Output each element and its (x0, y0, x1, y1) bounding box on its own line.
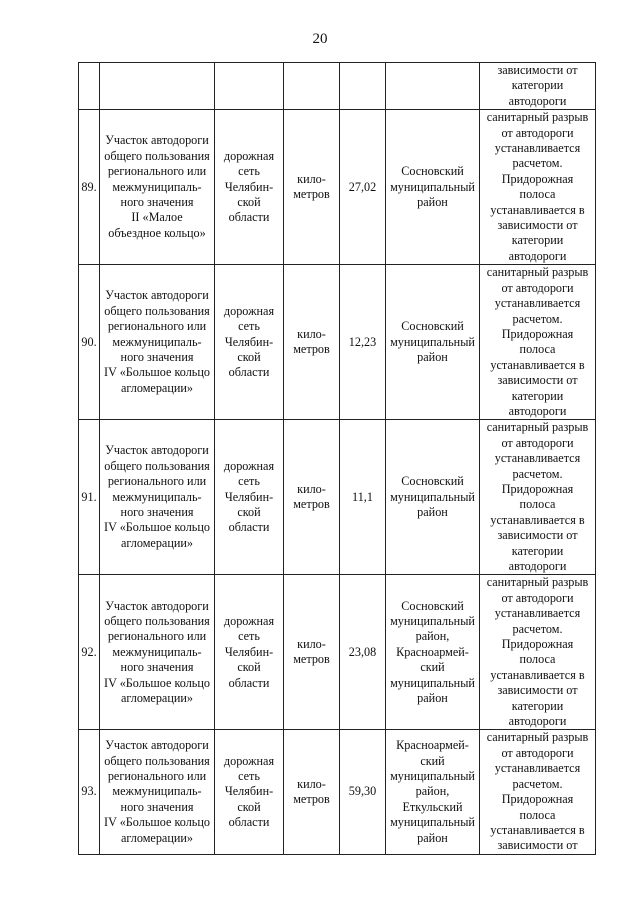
cell-unit: кило- метров (284, 575, 340, 730)
cell-unit: кило- метров (284, 265, 340, 420)
cell-length: 23,08 (340, 575, 386, 730)
cell-district: Сосновский муниципальный район (386, 420, 480, 575)
cell-district (386, 63, 480, 110)
cell-requirement: санитарный разрыв от автодороги устанавливается расчетом. Придорожная полоса устанавливается в зависимости от (480, 730, 596, 854)
cell-length: 11,1 (340, 420, 386, 575)
cell-unit: кило- метров (284, 420, 340, 575)
cell-network: дорожная сеть Челябин- ской области (215, 575, 284, 730)
table-row (79, 265, 596, 420)
cell-length: 12,23 (340, 265, 386, 420)
cell-unit: кило- метров (284, 730, 340, 854)
cell-network: дорожная сеть Челябин- ской области (215, 420, 284, 575)
cell-name: Участок автодороги общего пользования регионального или межмуниципаль- ного значения II «Малое объездное кольцо» (100, 110, 215, 265)
cell-num: 92. (79, 575, 100, 730)
table-row (79, 575, 596, 730)
cell-requirement: санитарный разрыв от автодороги устанавливается расчетом. Придорожная полоса устанавливается в зависимости от категории автодороги (480, 575, 596, 730)
table-row (79, 110, 596, 265)
cell-num: 89. (79, 110, 100, 265)
cell-length (340, 63, 386, 110)
cell-district: Сосновский муниципальный район (386, 265, 480, 420)
cell-district: Сосновский муниципальный район (386, 110, 480, 265)
page-number: 20 (312, 31, 328, 47)
cell-length: 27,02 (340, 110, 386, 265)
cell-district: Красноармей- ский муниципальный район, Еткульский муниципальный район (386, 730, 480, 854)
cell-requirement: санитарный разрыв от автодороги устанавливается расчетом. Придорожная полоса устанавливается в зависимости от категории автодороги (480, 420, 596, 575)
cell-network (215, 63, 284, 110)
cell-name: Участок автодороги общего пользования регионального или межмуниципаль- ного значения IV «Большое кольцо агломерации» (100, 420, 215, 575)
cell-num: 91. (79, 420, 100, 575)
cell-name: Участок автодороги общего пользования регионального или межмуниципаль- ного значения IV «Большое кольцо агломерации» (100, 730, 215, 854)
cell-num: 93. (79, 730, 100, 854)
cell-district: Сосновский муниципальный район, Красноармей- ский муниципальный район (386, 575, 480, 730)
cell-network: дорожная сеть Челябин- ской области (215, 730, 284, 854)
roads-table (78, 62, 596, 855)
cell-num: 90. (79, 265, 100, 420)
cell-num (79, 63, 100, 110)
cell-unit: кило- метров (284, 110, 340, 265)
cell-name: Участок автодороги общего пользования регионального или межмуниципаль- ного значения IV «Большое кольцо агломерации» (100, 575, 215, 730)
cell-network: дорожная сеть Челябин- ской области (215, 110, 284, 265)
cell-requirement: санитарный разрыв от автодороги устанавливается расчетом. Придорожная полоса устанавливается в зависимости от категории автодороги (480, 265, 596, 420)
table-row-continuation (79, 63, 596, 110)
table-row (79, 420, 596, 575)
cell-requirement: зависимости от категории автодороги (480, 63, 596, 110)
cell-network: дорожная сеть Челябин- ской области (215, 265, 284, 420)
cell-length: 59,30 (340, 730, 386, 854)
cell-name (100, 63, 215, 110)
cell-name: Участок автодороги общего пользования регионального или межмуниципаль- ного значения IV «Большое кольцо агломерации» (100, 265, 215, 420)
table-row (79, 730, 596, 854)
cell-requirement: санитарный разрыв от автодороги устанавливается расчетом. Придорожная полоса устанавливается в зависимости от категории автодороги (480, 110, 596, 265)
cell-unit (284, 63, 340, 110)
